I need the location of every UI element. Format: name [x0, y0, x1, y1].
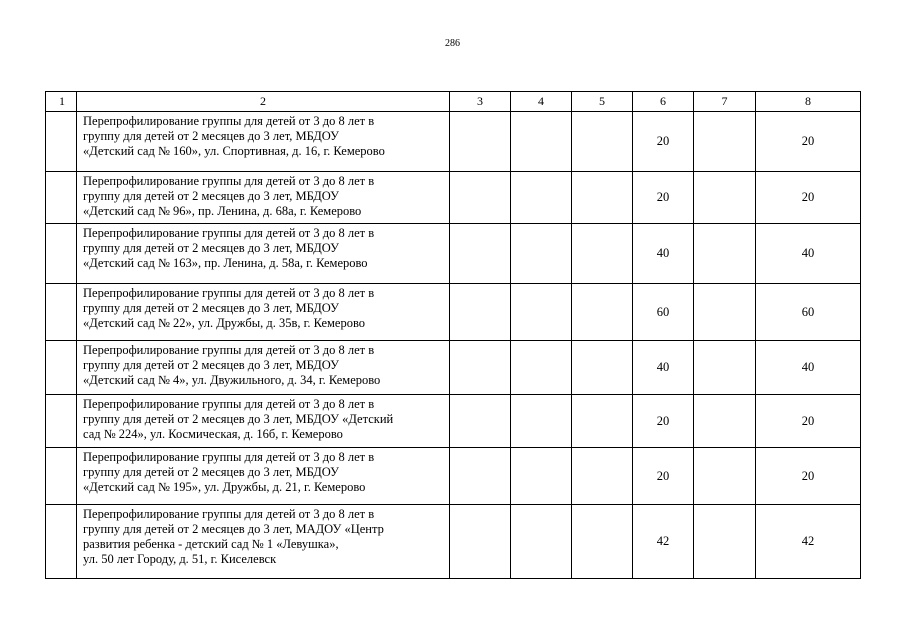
column-header-4: 4 [511, 92, 572, 112]
cell-description: Перепрофилирование группы для детей от 3 до 8 лет в группу для детей от 2 месяцев до 3 лет, МАДОУ «Центр развития ребенка - детский сад № 1 «Левушка», ул. 50 лет Городу, д. 51, г. Киселевск [77, 505, 450, 579]
cell-col8: 40 [756, 224, 861, 284]
cell-col8: 20 [756, 395, 861, 448]
cell-col5 [572, 172, 633, 224]
table-row [46, 341, 861, 395]
table-row [46, 448, 861, 505]
cell-col4 [511, 395, 572, 448]
column-header-5: 5 [572, 92, 633, 112]
cell-col7 [694, 395, 756, 448]
cell-description: Перепрофилирование группы для детей от 3 до 8 лет в группу для детей от 2 месяцев до 3 лет, МБДОУ «Детский сад № 224», ул. Космическая, д. 16б, г. Кемерово [77, 395, 450, 448]
cell-col4 [511, 224, 572, 284]
cell-col6: 60 [633, 284, 694, 341]
page-number: 286 [445, 38, 460, 49]
cell-col3 [450, 505, 511, 579]
cell-col5 [572, 341, 633, 395]
cell-description: Перепрофилирование группы для детей от 3 до 8 лет в группу для детей от 2 месяцев до 3 лет, МБДОУ «Детский сад № 96», пр. Ленина, д. 68а, г. Кемерово [77, 172, 450, 224]
cell-col3 [450, 112, 511, 172]
cell-col8: 60 [756, 284, 861, 341]
cell-col3 [450, 341, 511, 395]
cell-description: Перепрофилирование группы для детей от 3 до 8 лет в группу для детей от 2 месяцев до 3 лет, МБДОУ «Детский сад № 163», пр. Ленина, д. 58а, г. Кемерово [77, 224, 450, 284]
cell-col8: 42 [756, 505, 861, 579]
cell-col6: 42 [633, 505, 694, 579]
cell-col1 [46, 224, 77, 284]
cell-col1 [46, 505, 77, 579]
cell-col3 [450, 448, 511, 505]
cell-col1 [46, 341, 77, 395]
cell-col4 [511, 284, 572, 341]
table-header-row [46, 92, 861, 112]
cell-col1 [46, 395, 77, 448]
cell-col6: 20 [633, 172, 694, 224]
column-header-2: 2 [77, 92, 450, 112]
cell-col8: 40 [756, 341, 861, 395]
table-row [46, 395, 861, 448]
cell-col4 [511, 172, 572, 224]
cell-description: Перепрофилирование группы для детей от 3 до 8 лет в группу для детей от 2 месяцев до 3 лет, МБДОУ «Детский сад № 22», ул. Дружбы, д. 35в, г. Кемерово [77, 284, 450, 341]
cell-col5 [572, 224, 633, 284]
cell-col8: 20 [756, 448, 861, 505]
cell-col4 [511, 448, 572, 505]
cell-description: Перепрофилирование группы для детей от 3 до 8 лет в группу для детей от 2 месяцев до 3 лет, МБДОУ «Детский сад № 4», ул. Двужильного, д. 34, г. Кемерово [77, 341, 450, 395]
cell-col1 [46, 448, 77, 505]
cell-col7 [694, 224, 756, 284]
table-row [46, 172, 861, 224]
cell-col8: 20 [756, 112, 861, 172]
cell-col5 [572, 505, 633, 579]
cell-col7 [694, 505, 756, 579]
cell-col7 [694, 172, 756, 224]
cell-col6: 20 [633, 395, 694, 448]
cell-col6: 40 [633, 224, 694, 284]
cell-col1 [46, 284, 77, 341]
column-header-7: 7 [694, 92, 756, 112]
cell-description: Перепрофилирование группы для детей от 3 до 8 лет в группу для детей от 2 месяцев до 3 лет, МБДОУ «Детский сад № 195», ул. Дружбы, д. 21, г. Кемерово [77, 448, 450, 505]
cell-col8: 20 [756, 172, 861, 224]
table-row [46, 505, 861, 579]
cell-col5 [572, 395, 633, 448]
cell-col3 [450, 172, 511, 224]
table-row [46, 224, 861, 284]
table-row [46, 112, 861, 172]
cell-col7 [694, 284, 756, 341]
column-header-8: 8 [756, 92, 861, 112]
cell-col7 [694, 341, 756, 395]
cell-col7 [694, 112, 756, 172]
cell-col4 [511, 505, 572, 579]
table-row [46, 284, 861, 341]
cell-col5 [572, 284, 633, 341]
cell-col3 [450, 395, 511, 448]
cell-col3 [450, 224, 511, 284]
column-header-6: 6 [633, 92, 694, 112]
cell-col1 [46, 172, 77, 224]
column-header-3: 3 [450, 92, 511, 112]
cell-col6: 20 [633, 448, 694, 505]
cell-col6: 40 [633, 341, 694, 395]
cell-col1 [46, 112, 77, 172]
cell-col3 [450, 284, 511, 341]
cell-col5 [572, 448, 633, 505]
cell-col4 [511, 112, 572, 172]
data-table [45, 91, 861, 579]
cell-description: Перепрофилирование группы для детей от 3 до 8 лет в группу для детей от 2 месяцев до 3 лет, МБДОУ «Детский сад № 160», ул. Спортивная, д. 16, г. Кемерово [77, 112, 450, 172]
column-header-1: 1 [46, 92, 77, 112]
cell-col6: 20 [633, 112, 694, 172]
cell-col4 [511, 341, 572, 395]
cell-col7 [694, 448, 756, 505]
cell-col5 [572, 112, 633, 172]
